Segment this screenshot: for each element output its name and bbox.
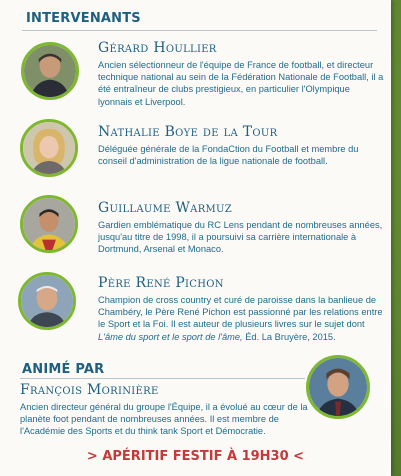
bio-text: Champion de cross country et curé de paroisse dans la banlieue de Chambéry, le Père René Pichon est passionné par les relations entre le Sport et la Foi. Il est auteur de plusieurs livres sur le sujet dont — [98, 295, 383, 330]
section-title-anime-par: ANIMÉ PAR — [22, 362, 105, 377]
host-bio: Ancien directeur général du groupe l'Équipe, il a évolué au cœur de la planète foot pendant de nombreuses années. Il est membre de l'Académie des Sports et du think tank Sport et Démocratie. — [20, 402, 308, 437]
person-name: Guillaume Warmuz — [98, 200, 233, 216]
person-name: Gérard Houllier — [98, 40, 217, 56]
person-name: Nathalie Boye de la Tour — [98, 124, 278, 140]
portrait-photo-icon — [21, 275, 73, 327]
avatar-rene-pichon — [18, 272, 76, 330]
person-name: Père René Pichon — [98, 275, 224, 291]
section-divider — [22, 30, 377, 31]
person-bio — [98, 294, 384, 343]
book-title: L'âme du sport et le sport de l'âme, — [98, 331, 243, 342]
footer-banner: > APÉRITIF FESTIF À 19H30 < — [86, 449, 305, 464]
host-name: François Morinière — [20, 382, 159, 398]
avatar-francois-moriniere — [306, 355, 370, 419]
avatar-nathalie-boye — [20, 119, 78, 177]
portrait-photo-icon — [23, 198, 75, 250]
avatar-guillaume-warmuz — [20, 195, 78, 253]
bio-text: Éd. La Bruyère, 2015. — [242, 331, 336, 342]
person-bio: Déléguée générale de la FondaCtion du Football et membre du conseil d'administration de la ligue nationale de football. — [98, 144, 359, 167]
section-divider — [20, 378, 305, 379]
portrait-photo-icon — [24, 45, 76, 97]
person-bio: Ancien sélectionneur de l'équipe de France de football, et directeur technique national au sein de la Fédération Nationale de Football, il a été entraîneur de clubs prestigieux, en particulier l'Olympique lyonnais et Liverpool. — [98, 60, 384, 107]
portrait-photo-icon — [23, 122, 75, 174]
section-title-intervenants: INTERVENANTS — [26, 11, 141, 26]
person-bio: Gardien emblématique du RC Lens pendant de nombreuses années, jusqu'au titre de 1998, il a poursuivi sa carrière internationale à Dortmund, Arsenal et Monaco. — [98, 220, 383, 255]
portrait-photo-icon — [309, 358, 367, 416]
avatar-gerard-houllier — [21, 42, 79, 100]
